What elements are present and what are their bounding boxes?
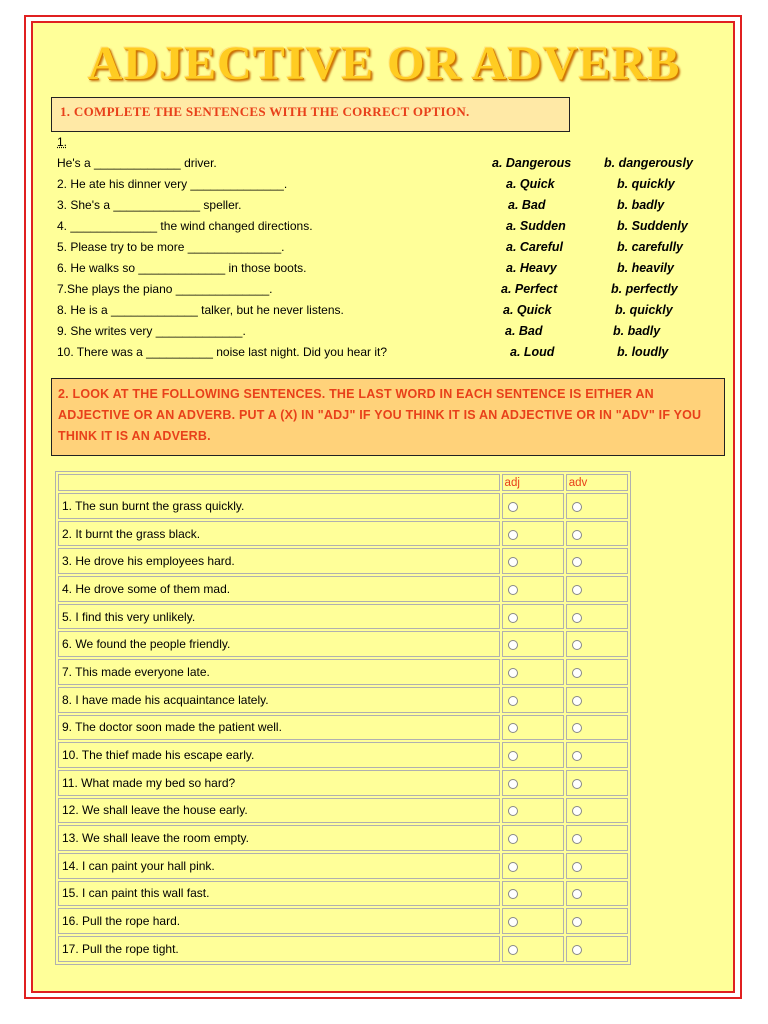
table-row (58, 798, 628, 824)
option-a-7: a. Perfect (501, 282, 558, 296)
cell-adv (566, 493, 628, 519)
cell-adj (502, 493, 564, 519)
table-row (58, 576, 628, 602)
row-sentence: 11. What made my bed so hard? (58, 770, 500, 796)
option-b-1: b. dangerously (604, 156, 693, 170)
adv-radio[interactable] (572, 613, 582, 623)
row-sentence: 6. We found the people friendly. (58, 631, 500, 657)
option-a-9: a. Bad (505, 324, 543, 338)
adv-radio[interactable] (572, 945, 582, 955)
cell-adj (502, 631, 564, 657)
sentence-10: 10. There was a __________ noise last night. Did you hear it? (57, 345, 387, 359)
row-sentence: 14. I can paint your hall pink. (58, 853, 500, 879)
cell-adj (502, 770, 564, 796)
section2-heading-box (51, 378, 725, 456)
cell-adv (566, 687, 628, 713)
table-row (58, 853, 628, 879)
cell-adj (502, 825, 564, 851)
row-sentence: 8. I have made his acquaintance lately. (58, 687, 500, 713)
option-a-8: a. Quick (503, 303, 552, 317)
sentence-6: 6. He walks so _____________ in those boots. (57, 261, 307, 275)
cell-adj (502, 576, 564, 602)
row-sentence: 5. I find this very unlikely. (58, 604, 500, 630)
adj-radio[interactable] (508, 834, 518, 844)
adv-radio[interactable] (572, 834, 582, 844)
sentence-5: 5. Please try to be more ______________. (57, 240, 285, 254)
option-b-9: b. badly (613, 324, 661, 338)
cell-adj (502, 908, 564, 934)
adj-radio[interactable] (508, 862, 518, 872)
cell-adv (566, 770, 628, 796)
cell-adv (566, 936, 628, 962)
cell-adv (566, 631, 628, 657)
cell-adj (502, 798, 564, 824)
adv-radio[interactable] (572, 502, 582, 512)
adv-radio[interactable] (572, 751, 582, 761)
section1-heading: 1. COMPLETE THE SENTENCES WITH THE CORRECT OPTION. (60, 104, 470, 119)
adj-radio[interactable] (508, 557, 518, 567)
adv-radio[interactable] (572, 723, 582, 733)
cell-adv (566, 576, 628, 602)
cell-adj (502, 659, 564, 685)
row-sentence: 1. The sun burnt the grass quickly. (58, 493, 500, 519)
cell-adv (566, 521, 628, 547)
adv-radio[interactable] (572, 557, 582, 567)
adv-radio[interactable] (572, 779, 582, 789)
option-b-3: b. badly (617, 198, 665, 212)
table-row (58, 631, 628, 657)
sentence-9: 9. She writes very _____________. (57, 324, 246, 338)
adj-radio[interactable] (508, 530, 518, 540)
adj-radio[interactable] (508, 779, 518, 789)
item1-number: 1. (57, 135, 68, 149)
option-b-5: b. carefully (617, 240, 683, 254)
row-sentence: 16. Pull the rope hard. (58, 908, 500, 934)
adv-radio[interactable] (572, 530, 582, 540)
table-row (58, 715, 628, 741)
adv-radio[interactable] (572, 917, 582, 927)
cell-adv (566, 548, 628, 574)
table-row (58, 742, 628, 768)
header-adj: adj (502, 474, 564, 491)
option-a-3: a. Bad (508, 198, 546, 212)
adj-radio[interactable] (508, 585, 518, 595)
table-row (58, 687, 628, 713)
cell-adj (502, 936, 564, 962)
table-header-row (58, 474, 628, 491)
adj-radio[interactable] (508, 889, 518, 899)
adj-radio[interactable] (508, 945, 518, 955)
adj-radio[interactable] (508, 640, 518, 650)
adj-radio[interactable] (508, 723, 518, 733)
adj-radio[interactable] (508, 751, 518, 761)
option-b-7: b. perfectly (611, 282, 678, 296)
adj-radio[interactable] (508, 613, 518, 623)
cell-adv (566, 881, 628, 907)
row-sentence: 12. We shall leave the house early. (58, 798, 500, 824)
cell-adj (502, 881, 564, 907)
table-row (58, 521, 628, 547)
adj-radio[interactable] (508, 696, 518, 706)
option-a-10: a. Loud (510, 345, 555, 359)
cell-adj (502, 687, 564, 713)
section1-heading-box (51, 97, 570, 132)
option-b-4: b. Suddenly (617, 219, 688, 233)
cell-adj (502, 715, 564, 741)
table-row (58, 908, 628, 934)
adv-radio[interactable] (572, 862, 582, 872)
option-a-6: a. Heavy (506, 261, 557, 275)
cell-adv (566, 908, 628, 934)
cell-adv (566, 798, 628, 824)
cell-adj (502, 548, 564, 574)
cell-adj (502, 742, 564, 768)
adj-radio[interactable] (508, 917, 518, 927)
sentence-2: 2. He ate his dinner very ______________. (57, 177, 288, 191)
table-row (58, 770, 628, 796)
option-b-10: b. loudly (617, 345, 669, 359)
adj-radio[interactable] (508, 668, 518, 678)
row-sentence: 9. The doctor soon made the patient well. (58, 715, 500, 741)
table-row (58, 493, 628, 519)
row-sentence: 17. Pull the rope tight. (58, 936, 500, 962)
option-a-1: a. Dangerous (492, 156, 572, 170)
cell-adj (502, 604, 564, 630)
table-row (58, 659, 628, 685)
cell-adv (566, 742, 628, 768)
row-sentence: 7. This made everyone late. (58, 659, 500, 685)
adv-radio[interactable] (572, 806, 582, 816)
sentence-3: 3. She's a _____________ speller. (57, 198, 242, 212)
row-sentence: 15. I can paint this wall fast. (58, 881, 500, 907)
cell-adv (566, 853, 628, 879)
cell-adj (502, 853, 564, 879)
option-a-4: a. Sudden (506, 219, 566, 233)
cell-adv (566, 659, 628, 685)
option-a-2: a. Quick (506, 177, 555, 191)
adj-radio[interactable] (508, 502, 518, 512)
cell-adv (566, 715, 628, 741)
table-row (58, 548, 628, 574)
adv-radio[interactable] (572, 696, 582, 706)
option-b-6: b. heavily (617, 261, 674, 275)
option-b-8: b. quickly (615, 303, 673, 317)
adv-radio[interactable] (572, 640, 582, 650)
table-row (58, 825, 628, 851)
header-adv: adv (566, 474, 628, 491)
row-sentence: 13. We shall leave the room empty. (58, 825, 500, 851)
option-a-5: a. Careful (506, 240, 563, 254)
adj-adv-table (55, 471, 631, 965)
sentence-7: 7.She plays the piano ______________. (57, 282, 273, 296)
row-sentence: 3. He drove his employees hard. (58, 548, 500, 574)
row-sentence: 4. He drove some of them mad. (58, 576, 500, 602)
header-sentence (58, 474, 500, 491)
cell-adv (566, 604, 628, 630)
section2-heading: 2. LOOK AT THE FOLLOWING SENTENCES. THE LAST WORD IN EACH SENTENCE IS EITHER AN ADJECTIVE OR AN ADVERB. PUT A (X) IN "ADJ" IF YOU THINK IT IS AN ADJECTIVE OR IN "ADV" IF YOU THINK IT IS AN ADVERB. (58, 387, 702, 443)
page-title: ADJECTIVE OR ADVERB (87, 37, 681, 90)
table-row (58, 881, 628, 907)
adv-radio[interactable] (572, 889, 582, 899)
option-b-2: b. quickly (617, 177, 675, 191)
sentence-1: He's a _____________ driver. (57, 156, 217, 170)
adv-radio[interactable] (572, 668, 582, 678)
row-sentence: 10. The thief made his escape early. (58, 742, 500, 768)
row-sentence: 2. It burnt the grass black. (58, 521, 500, 547)
adv-radio[interactable] (572, 585, 582, 595)
adj-radio[interactable] (508, 806, 518, 816)
cell-adj (502, 521, 564, 547)
sentence-8: 8. He is a _____________ talker, but he never listens. (57, 303, 344, 317)
sentence-4: 4. _____________ the wind changed directions. (57, 219, 313, 233)
cell-adv (566, 825, 628, 851)
table-row (58, 936, 628, 962)
table-row (58, 604, 628, 630)
